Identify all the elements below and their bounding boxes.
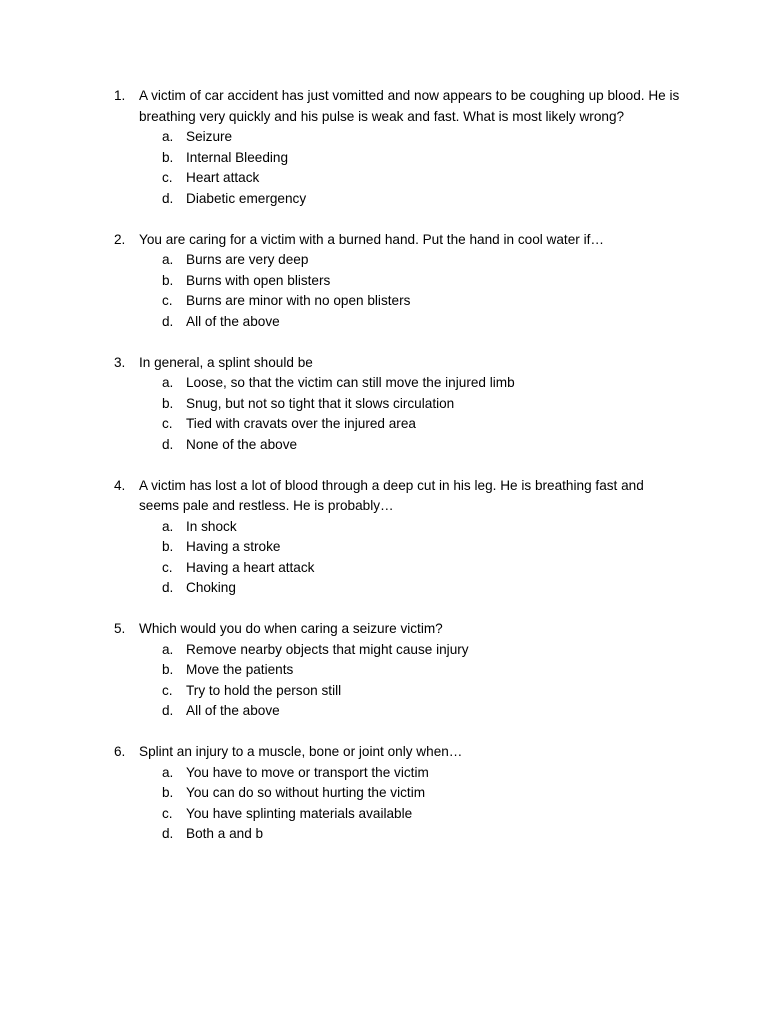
option-d [114,312,680,333]
option-letter: c. [162,559,173,575]
option-text: Burns are minor with no open blisters [186,293,411,308]
option-letter: a. [162,518,174,534]
option-letter: c. [162,805,173,821]
option-letter: a. [162,252,174,267]
question-4 [114,476,680,599]
option-text: Heart attack [186,170,260,185]
question-text: Which would you do when caring a seizure victim? [139,621,443,636]
option-letter: d. [162,190,174,206]
question-number: 6. [114,744,126,759]
option-list [114,640,680,722]
option-text: Diabetic emergency [186,190,307,206]
option-text: All of the above [186,703,280,718]
option-c [114,168,680,189]
option-text: Having a heart attack [186,559,315,575]
option-c [114,414,680,435]
option-d [114,701,680,722]
option-letter: b. [162,395,174,411]
option-letter: a. [162,375,174,390]
option-d [114,824,680,845]
option-letter: c. [162,170,173,185]
option-letter: b. [162,662,174,677]
question-2 [114,230,680,333]
option-text: Snug, but not so tight that it slows circulation [186,395,455,411]
option-d [114,435,680,456]
option-c [114,558,680,579]
option-text: None of the above [186,436,298,452]
question-text: A victim has lost a lot of blood through a deep cut in his leg. He is breathing fast and seems pale and restless. He is probably… [139,477,644,513]
option-letter: a. [162,129,174,144]
option-text: You have splinting materials available [186,805,413,821]
option-c [114,804,680,825]
option-letter: c. [162,293,173,308]
option-text: In shock [186,518,237,534]
option-letter: c. [162,416,173,431]
option-letter: c. [162,682,173,698]
option-letter: b. [162,149,174,165]
option-a [114,517,680,538]
option-text: Move the patients [186,662,294,677]
option-text: Choking [186,580,236,595]
question-3 [114,353,680,456]
option-text: Burns are very deep [186,252,309,267]
option-a [114,763,680,784]
option-b [114,394,680,415]
option-b [114,537,680,558]
question-text: A victim of car accident has just vomitted and now appears to be coughing up blood. He is breathing very quickly and his pulse is weak and fast. What is most likely wrong? [139,88,680,124]
option-c [114,681,680,702]
question-6 [114,742,680,845]
option-text: Having a stroke [186,539,281,554]
question-number: 1. [114,88,126,103]
option-a [114,640,680,661]
question-text: You are caring for a victim with a burned hand. Put the hand in cool water if… [139,231,604,247]
option-a [114,373,680,394]
question-1 [114,86,680,209]
option-list [114,373,680,455]
question-text: In general, a splint should be [139,354,313,370]
option-letter: b. [162,272,174,288]
option-text: All of the above [186,313,280,329]
option-b [114,271,680,292]
option-text: Burns with open blisters [186,272,331,288]
option-list [114,517,680,599]
option-letter: b. [162,785,174,800]
option-text: Seizure [186,129,233,144]
question-5 [114,619,680,722]
question-number: 2. [114,231,126,247]
question-text: Splint an injury to a muscle, bone or joint only when… [139,744,463,759]
option-letter: d. [162,436,174,452]
option-a [114,250,680,271]
question-number: 4. [114,477,126,493]
option-text: Internal Bleeding [186,149,289,165]
option-b [114,660,680,681]
option-text: You can do so without hurting the victim [186,785,426,800]
option-d [114,189,680,210]
option-text: Loose, so that the victim can still move the injured limb [186,375,515,390]
option-a [114,127,680,148]
option-letter: d. [162,313,174,329]
option-text: Tied with cravats over the injured area [186,416,416,431]
option-letter: d. [162,580,174,595]
option-b [114,148,680,169]
option-d [114,578,680,599]
option-letter: d. [162,826,174,841]
option-text: Both a and b [186,826,264,841]
question-number: 5. [114,621,126,636]
option-letter: d. [162,703,174,718]
option-letter: a. [162,764,174,780]
option-list [114,763,680,845]
option-list [114,250,680,332]
option-text: You have to move or transport the victim [186,764,429,780]
option-b [114,783,680,804]
option-list [114,127,680,209]
option-letter: a. [162,641,174,657]
option-c [114,291,680,312]
option-text: Remove nearby objects that might cause injury [186,641,469,657]
question-number: 3. [114,354,126,370]
option-letter: b. [162,539,174,554]
option-text: Try to hold the person still [186,682,342,698]
